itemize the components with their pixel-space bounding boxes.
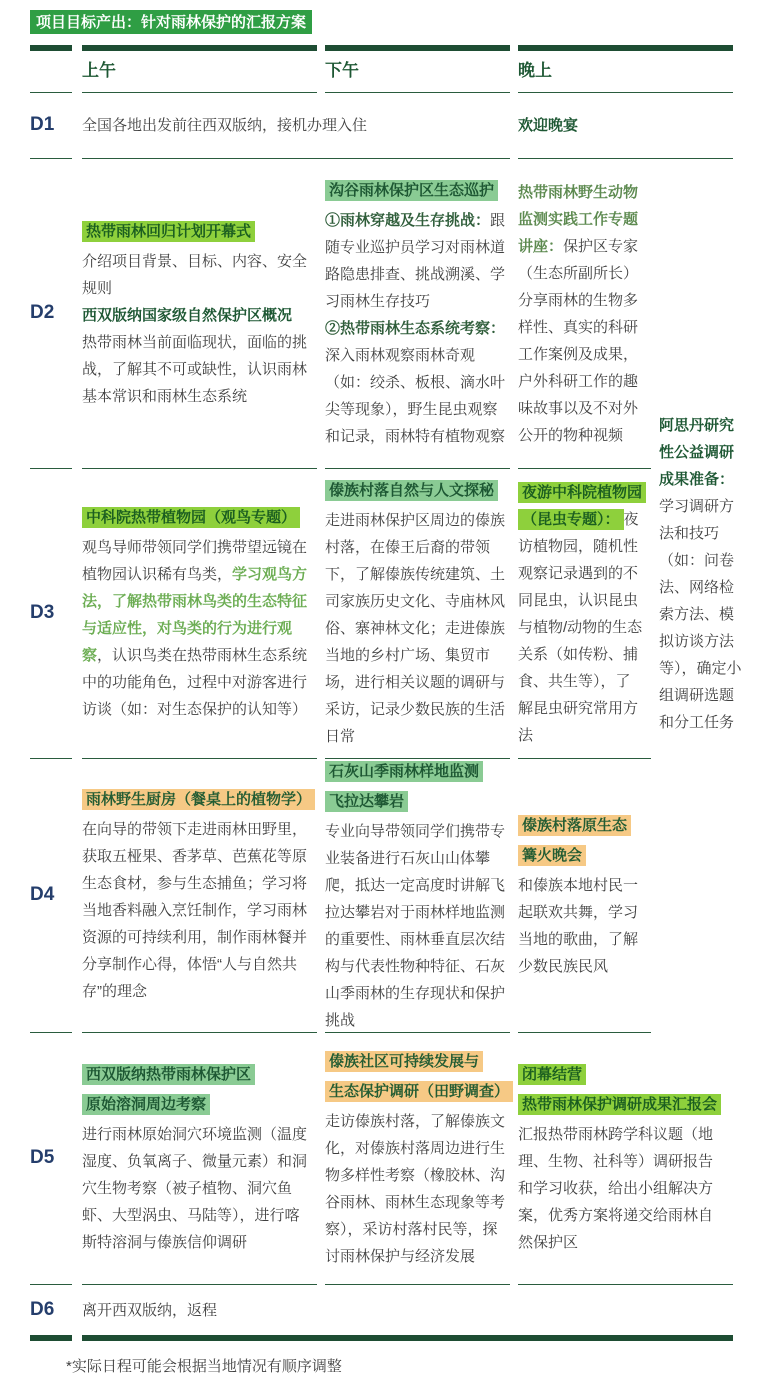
activity-title: 热带雨林保护调研成果汇报会 — [518, 1091, 725, 1118]
activity-text: 夜游中科院植物园（昆虫专题）： 夜访植物园，随机性观察记录遇到的不同昆虫，认识昆虫与植物/动物的生态关系（如传粉、捕食、共生等），了解昆虫研究常用方法 — [518, 479, 643, 749]
cell-d5-afternoon — [325, 1033, 510, 1285]
activity-title: 热带雨林野生动物监测实践工作专题讲座： — [518, 183, 639, 255]
cell-d4-morning — [82, 759, 317, 1033]
cell-d1-evening — [518, 93, 733, 159]
cell-d6-main — [82, 1285, 733, 1341]
activity-text: 观鸟导师带领同学们携带望远镜在植物园认识稀有鸟类，学习观鸟方法，了解热带雨林鸟类的生态特征与适应性，对鸟类的行为进行观察，认识鸟类在热带雨林生态系统中的功能角色，过程中对游客进行访谈（如：对生态保护的认知等） — [82, 539, 308, 718]
day-label-d6: D6 — [30, 1285, 72, 1341]
cell-d3-evening — [518, 469, 651, 759]
activity-text: 热带雨林当前面临现状，面临的挑战，了解其不可或缺性，认识雨林基本常识和雨林生态系统 — [82, 333, 308, 405]
activity-text: 和傣族本地村民一起联欢共舞，学习当地的歌曲，了解少数民族民风 — [518, 876, 639, 975]
column-header-evening: 晚上 — [518, 45, 733, 93]
day-label-d1: D1 — [30, 93, 72, 159]
activity-text: 汇报热带雨林跨学科议题（地理、生物、社科等）调研报告和学习收获，给出小组解决方案，优秀方案将递交给雨林自然保护区 — [518, 1126, 714, 1251]
activity-title: 生态保护调研（田野调查） — [325, 1078, 507, 1105]
activity-title: 沟谷雨林保护区生态巡护 — [325, 177, 507, 204]
cell-d1-main — [82, 93, 510, 159]
activity-text: 走访傣族村落，了解傣族文化，对傣族村落周边进行生物多样性考察（橡胶林、沟谷雨林、雨林生态现象等考察），采访村落村民等，探讨雨林保护与经济发展 — [325, 1112, 506, 1265]
numbered-item-label: ②热带雨林生态系统考察： — [325, 320, 506, 337]
cell-d2-evening — [518, 159, 651, 469]
cell-d2-afternoon — [325, 159, 510, 469]
side-note-text: 学习调研方法和技巧（如：问卷法、网络检索方法、模拟访谈方法等），确定小组调研选题和分工任务 — [659, 498, 742, 731]
activity-title: 原始溶洞周边考察 — [82, 1091, 309, 1118]
activity-text: 专业向导带领同学们携带专业装备进行石灰山山体攀爬，抵达一定高度时讲解飞拉达攀岩对于雨林样地监测的重要性、雨林垂直层次结构与代表性物种特征、石灰山季雨林的生存现状和保护挑战 — [325, 822, 506, 1029]
activity-title: 傣族村落自然与人文探秘 — [325, 477, 507, 504]
activity-title: 夜游中科院植物园（昆虫专题）： — [518, 482, 646, 530]
activity-title: 西双版纳国家级自然保护区概况 — [82, 306, 293, 324]
side-note-title: 阿思丹研究性公益调研成果准备： — [659, 417, 735, 488]
day-label-d3: D3 — [30, 469, 72, 759]
numbered-item-label: ①雨林穿越及生存挑战： — [325, 212, 491, 229]
emphasized-text: 学习观鸟方法，了解热带雨林鸟类的生态特征与适应性，对鸟类的行为进行观察 — [82, 566, 308, 664]
activity-title: 西双版纳热带雨林保护区 — [82, 1061, 309, 1088]
activity-text: 离开西双版纳，返程 — [82, 1301, 218, 1319]
cell-d2-morning — [82, 159, 317, 469]
activity-title: 石灰山季雨林样地监测 — [325, 758, 507, 785]
activity-title: 欢迎晚宴 — [518, 117, 579, 134]
schedule-footnote: *实际日程可能会根据当地情况有顺序调整 — [66, 1358, 342, 1375]
activity-text: ②热带雨林生态系统考察：深入雨林观察雨林奇观（如：绞杀、板根、滴水叶尖等现象），野生昆虫观察和记录，雨林特有植物观察 — [325, 320, 506, 445]
activity-text: ①雨林穿越及生存挑战：跟随专业巡护员学习对雨林道路隐患排查、挑战溯溪、学习雨林生存技巧 — [325, 212, 506, 310]
cell-d3-afternoon — [325, 469, 510, 759]
activity-title: 闭幕结营 — [518, 1061, 725, 1088]
cell-d4-evening — [518, 759, 651, 1033]
cell-d4-afternoon — [325, 759, 510, 1033]
activity-text: 全国各地出发前往西双版纳，接机办理入住 — [82, 117, 368, 134]
activity-title: 热带雨林回归计划开幕式 — [82, 218, 309, 245]
header-day-spacer — [30, 45, 72, 93]
activity-title: 傣族社区可持续发展与 — [325, 1048, 507, 1075]
project-output-badge: 项目目标产出：针对雨林保护的汇报方案 — [30, 10, 312, 34]
activity-title: 中科院热带植物园（观鸟专题） — [82, 504, 309, 531]
activity-text: 进行雨林原始洞穴环境监测（温度湿度、负氧离子、微量元素）和洞穴生物考察（被子植物、洞穴鱼虾、大型涡虫、马陆等），进行喀斯特溶洞与傣族信仰调研 — [82, 1126, 308, 1251]
column-header-morning: 上午 — [82, 45, 317, 93]
day-label-d2: D2 — [30, 159, 72, 469]
cell-d3-morning — [82, 469, 317, 759]
activity-text: 热带雨林野生动物监测实践工作专题讲座：保护区专家（生态所副所长）分享雨林的生物多样性、真实的科研工作案例及成果，户外科研工作的趣味故事以及不对外公开的物种视频 — [518, 183, 639, 444]
cell-d5-evening — [518, 1033, 733, 1285]
day-label-d5: D5 — [30, 1033, 72, 1285]
activity-title: 雨林野生厨房（餐桌上的植物学） — [82, 786, 309, 813]
column-header-afternoon: 下午 — [325, 45, 510, 93]
schedule-table — [30, 45, 747, 1341]
activity-text: 介绍项目背景、目标、内容、安全规则 — [82, 252, 308, 297]
cell-d5-morning — [82, 1033, 317, 1285]
activity-title: 飞拉达攀岩 — [325, 788, 507, 815]
side-note-asdan — [657, 159, 747, 1033]
activity-text: 走进雨林保护区周边的傣族村落，在傣王后裔的带领下，了解傣族传统建筑、土司家族历史文化、寺庙林风俗、寨神林文化；走进傣族当地的乡村广场、集贸市场，进行相关议题的调研与采访，记录少数民族的生活日常 — [325, 512, 506, 745]
activity-title: 篝火晚会 — [518, 842, 643, 869]
activity-title: 傣族村落原生态 — [518, 812, 643, 839]
activity-text: 在向导的带领下走进雨林田野里，获取五桠果、香茅草、芭蕉花等原生态食材，参与生态捕鱼；学习将当地香料融入烹饪制作，学习雨林资源的可持续利用，制作雨林餐并分享制作心得，体悟“人与自然共存”的理念 — [82, 821, 308, 1000]
day-label-d4: D4 — [30, 759, 72, 1033]
